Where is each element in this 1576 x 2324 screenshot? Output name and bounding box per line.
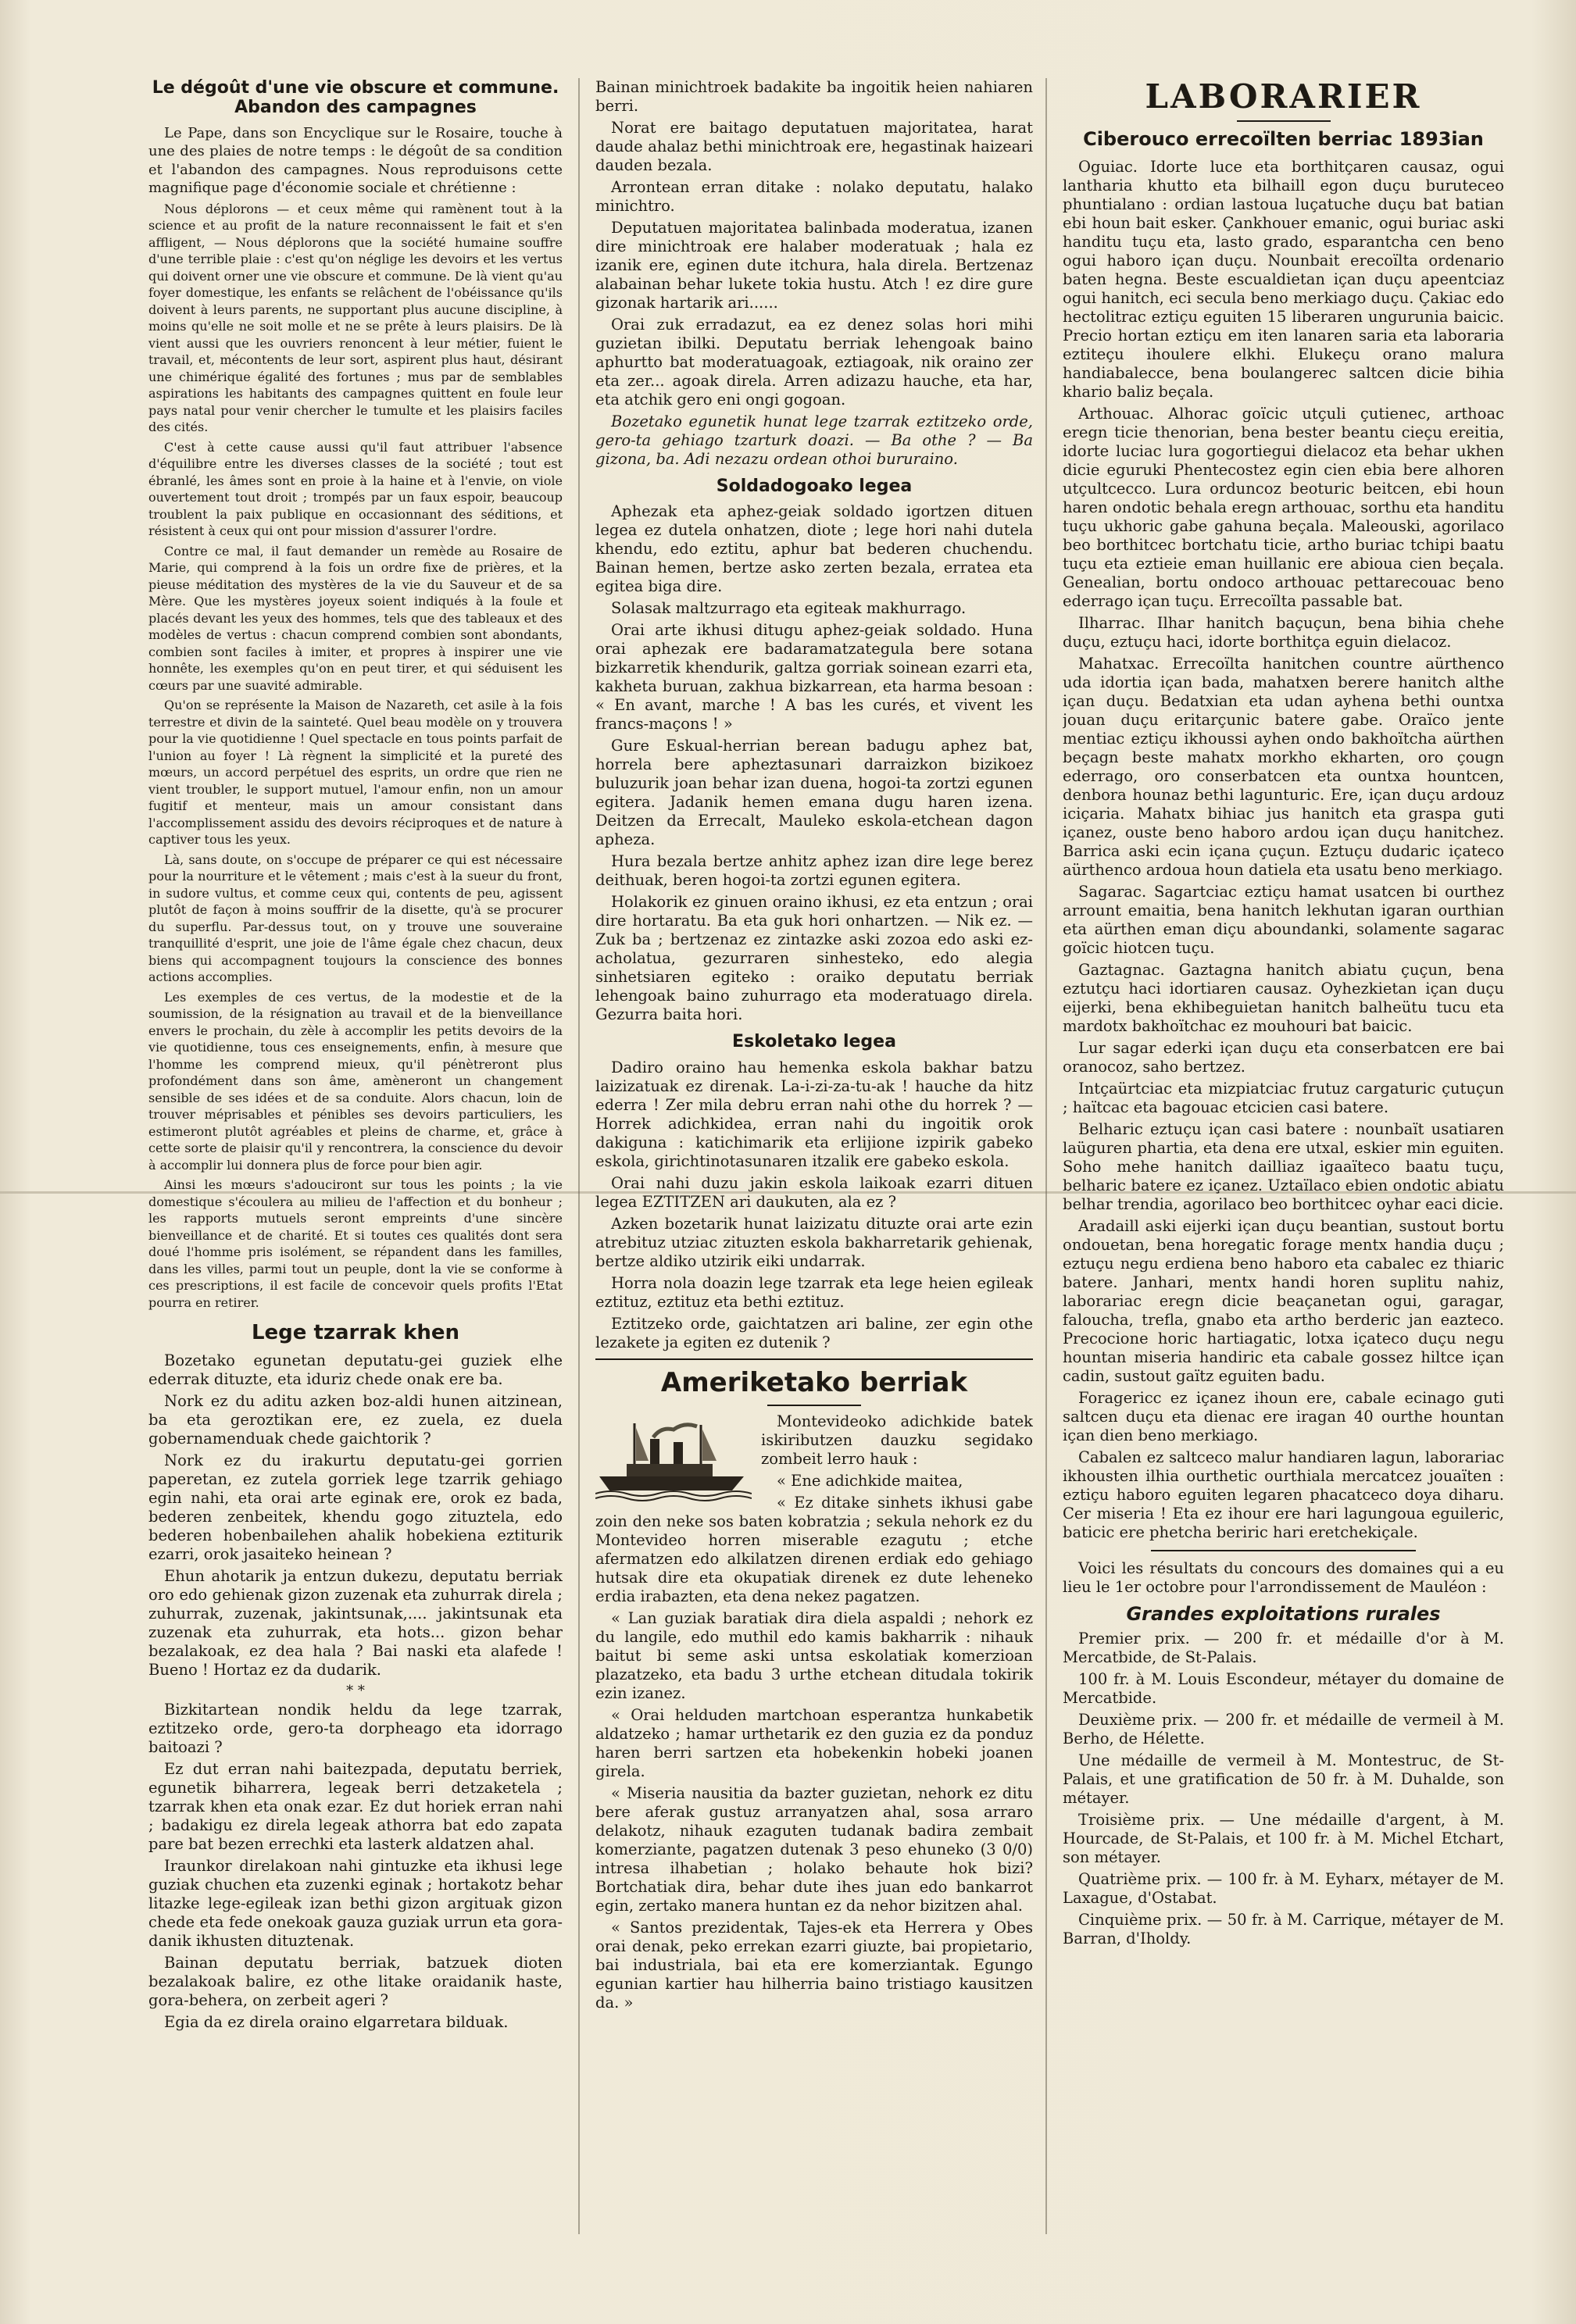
eu-paragraph: Gure Eskual-herrian berean badugu aphez bat, horrela bere apheztasunari darraizkon bizikoez buluzurik joan behar izan duena, hogoi-ta zortzi egunen egitera. Jadanik hemen emana dugu haren izena. Deitzen da Errecalt, Mauleko eskola-etchean dagon apheza. [595,737,1033,849]
laborarier-paragraph: Lur sagar ederki içan duçu eta conserbatcen ere bai oranocoz, saho bertzez. [1063,1039,1504,1076]
eu-article-body [148,1351,563,2032]
amer-paragraph: « Miseria nausitia da bazter guzietan, nehork ez ditu bere aferak gustuz arranyatzen ahal, sosa arraro delakotz, nihauk ezaguten tudanak badira zembait komerziante, pagatzen dutenak 3 peso ehuneko (3 0/0) intresa ilhabetian ; holako behaute hok bizi? Bortchatiak dira, behar dute ihes juan edo bankarrot egin, zertako manera huntan ez da nehor bizitzen ahal. [595,1783,1033,1915]
soldado-heading: Soldadogoako legea [716,477,913,496]
eu-article-heading: Lege tzarrak khen [251,1321,460,1345]
amer-paragraph: « Santos prezidentak, Tajes-ek eta Herrera y Obes orai denak, peko errekan ezarri giuzte, bai propietario, bai industriala, bai eta ere komerziantak. Egungo egunian kartier hau hilherria baino tristiago kausitzen da. » [595,1918,1033,2012]
eu-paragraph: Ehun ahotarik ja entzun dukezu, deputatu berriak oro edo gehienak gizon zuzenak eta zuhurrak direla ; zuhurrak, zuzenak, jakintsunak,.... jakintsunak eta zuzenak eta zuhurrak, eta hots... gizon behar bezalakoak, ez dea hala ? Bai naski eta alafede ! Bueno ! Hortaz ez da dudarik. [148,1566,563,1679]
section-rule [595,1358,1033,1360]
eu-paragraph: Orai arte ikhusi ditugu aphez-geiak soldado. Huna orai aphezak ere badaramatzategula bere sotana bizkarretik khendurik, galtza gorriak soinean ezarri eta, kakheta buruan, zakhua bizkarrean, eta harma besoan : « En avant, marche ! A bas les curés, et vivent les francs-maçons ! » [595,621,1033,734]
column-1 [148,78,563,2035]
fr-paragraph: Contre ce mal, il faut demander un remède au Rosaire de Marie, qui comprend à la fois un ordre fixe de prières, et la pieuse méditation des mystères de la vie du Sauveur et de sa Mère. Que les mystères joyeux soient indiqués à la foule et placés devant les yeux des hommes, tels que des tableaux et des modèles de vertus : chacun comprend combien sont abondants, combien sont faciles à imiter, et propres à inspirer une vie honnête, les exemples qu'on en peut tirer, et qui séduisent les cœurs par une suavité admirable. [148,543,563,693]
eu-paragraph: Azken bozetarik hunat laizizatu dituzte orai arte ezin atrebituz utziac zituzten eskola bakharretarik gehienak, bertze aldiko utzirik eiki undarrak. [595,1214,1033,1270]
column-3 [1063,78,1504,1951]
eu-paragraph: Nork ez du aditu azken boz-aldi hunen aitzinean, ba eta geroztikan ere, ez zuela, ez duela gobernamenduak chede gaichtorik ? [148,1391,563,1448]
results-block [1063,1559,1504,1948]
fr-article-body [148,124,563,1312]
eu-paragraph: Bainan deputatu berriak, batzuek dioten bezalakoak balire, ez othe litake oraidanik haste, gora-behera, on zerbeit ageri ? [148,1953,563,2009]
fr-paragraph: Qu'on se représente la Maison de Nazareth, cet asile à la fois terrestre et divin de la sainteté. Quel beau modèle on y trouvera pour la vie quotidienne ! Quel spectacle en tous points parfait de l'union au foyer ! Là règnent la simplicité et la pureté des mœurs, un accord perpétuel des esprits, un ordre que rien ne vient troubler, le support mutuel, l'amour enfin, non un amour fugitif et menteur, mais un amour consistant dans l'accomplissement assidu des devoirs réciproques et de nature à captiver tous les yeux. [148,698,563,848]
laborarier-paragraph: Intçaürtciac eta mizpiatciac frutuz cargaturic çutuçun ; haïtcac eta bagouac etcicien casi batere. [1063,1080,1504,1117]
result-entry: Une médaille de vermeil à M. Montestruc, de St-Palais, et une gratification de 50 fr. à M. Duhalde, son métayer. [1063,1751,1504,1808]
eu-paragraph: Deputatuen majoritatea balinbada moderatua, izanen dire minichtroak ere halaber moderatuak ; hala ez izanik ere, eginen dute itchura, hala direla. Bertzenaz alabainan behar lukete tokia hustu. Atch ! ez dire gure gizonak hartarik ari...... [595,219,1033,312]
eu-paragraph: Solasak maltzurrago eta egiteak makhurrago. [611,599,967,618]
laborarier-paragraph: Oguiac. Idorte luce eta borthitçaren causaz, ogui lantharia khutto eta bilhaill egon duçu buruteceo phuntialano : ordian lastoua luçatuche duçu bat batian ebi houn bait esker. Çankhouer emanic, ogui buriac aski handitu tuçu eta, lasto grado, esparantcha cen beno ogui haboro içan duçu. Nounbait erecoïlta ordenario baten hegna. Beste escualdietan içan duçu apeentciaz ogui hanitch, eci secula beno merkiago duçu. Çakiac edo hectolitrac eztiçu eguiten 15 liberaren ungurunia baicic. Precio hortan eztiçu em iten lanaren saria eta laboraria eztiteçu ihoulere elkhi. Elukeçu orano malura handiabalecce, bena boulangerec saltcen dicie bihia khario baliz beçala. [1063,158,1504,402]
amer-heading: Ameriketako berriak [660,1366,968,1398]
eu-paragraph: Horra nola doazin lege tzarrak eta lege heien egileak eztituz, eztituz eta bethi eztituz. [595,1273,1033,1311]
column-2 [595,78,1033,2015]
column-rule-1 [578,78,580,2234]
result-entry: Deuxième prix. — 200 fr. et médaille de vermeil à M. Berho, de Hélette. [1063,1711,1504,1748]
fr-paragraph: Le Pape, dans son Encyclique sur le Rosaire, touche à une des plaies de notre temps : le dégoût de sa condition et l'abandon des campagnes. Nous reproduisons cette magnifique page d'économie sociale et chrétienne : [148,124,563,197]
eskola-heading: Eskoletako legea [732,1032,896,1052]
eu-paragraph: Ez dut erran nahi baitezpada, deputatu berriek, egunetik biharrera, legeak berri detzaketela ; tzarrak khen eta onak ezar. Ez dut horiek erran nahi ; badakigu ez direla legeak athorra bat edo zapata pare bat bezen errechki eta lasterk aldatzen ahal. [148,1759,563,1853]
amer-paragraph: « Lan guziak baratiak dira diela aspaldi ; nehork ez du langile, edo muthil edo kamis bakharrik : nihauk baitut bi seme aski untsa eskolatiak komerzioan plazatzeko, eta badu 3 urthe etchean ditudala tokirik ezin izanez. [595,1608,1033,1702]
amer-paragraph: « Ene adichkide maitea, [777,1471,963,1490]
laborarier-paragraph: Belharic eztuçu içan casi batere : nounbaït usatiaren laüguren phartia, eta dena ere utxal, eskier min eguiten. Soho mehe hanitch dailliaz igaaïteco baatu tuçu, belharic batere ez içanez. Uztaïlaco ebien ondotic abiatu belhar trendia, agorilaco beo borthitcec oyhar eaci dicie. [1063,1120,1504,1214]
soldado-body [595,502,1033,1024]
eu-paragraph: Nork ez du irakurtu deputatu-gei gorrien paperetan, ez zutela gorriek lege tzarrik gehiago egin nahi, eta orai arte eginak ere, orok ez bada, bederen zenbeitek, khendu gogo zituztela, edo bederen hobenbailehen ahalik hobekiena eztiturik ezarri, orok jasaiteko heinean ? [148,1451,563,1563]
laborarier-paragraph: Arthouac. Alhorac goïcic utçuli çutienec, arthoac eregn ticie thenorian, bena bester beantu cieçu ereitia, idorte luciac lura gogortiegui dielacoz eta behar ukhen dicie eguruki Phentecostez egin cien ebia bere alhoren utçultcecco. Lura orduncoz beoturic beitcen, ebi houn haren ondotic behala eregn arthouac, sorthu eta handitu tuçu ukhoric gabe gahuna beçala. Maleouski, agorilaco beo borthitcec bortchatu ticie, artho buriac tchipi baatu tuçu eta eztieie eman huillanic ere abioua cien beçala. Genealian, bortu ondoco arthouac pettarecouac beno ederrago içan tuçu. Errecoïlta passable bat. [1063,405,1504,611]
results-heading: Grandes exploitations rurales [1126,1603,1441,1626]
eu-paragraph: Bozetako egunetan deputatu-gei guziek elhe ederrak dituzte, eta iduriz chede onak ere ba. [148,1351,563,1388]
eu-paragraph: Bozetako egunetik hunat lege tzarrak eztitzeko orde, gero-ta gehiago tzarturk doazi. — Ba othe ? — Ba gizona, ba. Adi nezazu ordean othoi bururaino. [595,412,1033,468]
eu-paragraph: Arrontean erran ditake : nolako deputatu, halako minichtro. [595,178,1033,215]
eu-paragraph: Aphezak eta aphez-geiak soldado igortzen dituen legea ez dutela onhatzen, diote ; lege hori nahi dutela khendu, edo eztitu, aphur bat bederen chuchendu. Bainan hemen, bertze asko zerten bezala, erratea eta egitea biga dire. [595,502,1033,596]
fr-paragraph: Nous déplorons — et ceux même qui ramènent tout à la science et au profit de la nature reconnaissent le fait et s'en affligent, — Nous déplorons que la société humaine souffre d'une terrible plaie : c'est qu'on néglige les devoirs et les vertus qui doivent orner une vie obscure et commune. De là vient qu'au foyer domestique, les enfants se relâchent de l'obéissance qu'ils doivent à leurs parents, ne supportant plus aucune discipline, à moins qu'elle ne soit molle et ne se prête à leurs plaisirs. De là vient aussi que les ouvriers renoncent à leur métier, fuient le travail, et, mécontents de leur sort, aspirent plus haut, désirant une chimérique égalité des fortunes ; mus par de semblables aspirations les habitants des campagnes quittent en foule leur pays natal pour venir chercher le tumulte et les plaisirs faciles des cités. [148,201,563,435]
fr-paragraph: Là, sans doute, on s'occupe de préparer ce qui est nécessaire pour la nourriture et le vêtement ; mais c'est à la sueur du front, in sudore vultus, et comme ceux qui, contents de peu, agissent plutôt de façon à moins souffrir de la disette, qu'à se procurer du superflu. Par-dessus tout, on y trouve une souveraine tranquillité d'esprit, une joie de l'âme égale chez chacun, deux biens qui accompagnent toujours la conscience des bonnes actions accomplies. [148,851,563,985]
laborarier-body [1063,158,1504,1542]
column-rule-2 [1045,78,1047,2234]
section-title: LABORARIER [1145,78,1422,116]
fr-paragraph: Ainsi les mœurs s'adouciront sur tous les points ; la vie domestique s'écoulera au milieu de l'affection et du bonheur ; les rapports mutuels seront empreints d'une sincère bienveillance et de charité. Et si toutes ces qualités dont sera doué l'homme pris isolément, se répandent dans les familles, dans les villes, parmi tout un peuple, dont la vie se conforme à ces prescriptions, il est facile de concevoir quels profits l'Etat pourra en retirer. [148,1177,563,1310]
fr-article-heading: Le dégoût d'une vie obscure et commune. Abandon des campagnes [152,78,559,118]
laborarier-paragraph: Aradaill aski eijerki içan duçu beantian, sustout bortu ondouetan, bena horegatic forage mentx handia duçu ; eztuçu negu erdiena beno haboro eta cabalec ez thiaric batere. Janhari, mentx handi horen suplitu nahiz, laborariac eregn dicie beaçanetan ogui, garagar, faloucha, trefla, gnabo eta artho berderic jan eazteco. Precocione horic hartiagatic, lotxa içateco duçu negu hountan miseria handiric eta cabale gossez hiltce içan cadin, sustout gaïtz eguiten badu. [1063,1217,1504,1386]
amer-paragraph: « Orai helduden martchoan esperantza hunkabetik aldatzeko ; hamar urthetarik ez den guzia ez da ponduz haren berri sartzen eta hobekenkin hobeki joanen girela. [595,1705,1033,1780]
result-entry: Premier prix. — 200 fr. et médaille d'or à M. Mercatbide, de St-Palais. [1063,1630,1504,1667]
laborarier-paragraph: Cabalen ez saltceco malur handiaren lagun, laborariac ikhousten ilhia ourthetic ourthiala mercatcez jouaïten : eztiçu haboro eguiten legaren phacatceco doya diharu. Cer miseria ! Eta ez ihour ere hari lagungoua eguileric, baticic ere phetcha beriric hari eretchekiçale. [1063,1448,1504,1542]
laborarier-paragraph: Foragericc ez içanez ihoun ere, cabale ecinago guti saltcen duçu eta dienac ere iragan 40 ourthe hountan içan dien beno merkiago. [1063,1389,1504,1445]
result-entry: 100 fr. à M. Louis Escondeur, métayer du domaine de Mercatbide. [1063,1670,1504,1708]
section-rule [1151,1550,1416,1551]
fr-paragraph: C'est à cette cause aussi qu'il faut attribuer l'absence d'équilibre entre les diverses classes de la société ; tout est ébranlé, les âmes sont en proie à la haine et à l'envie, on viole ouvertement tout droit ; trompés par un faux espoir, beaucoup troublent la paix publique en occasionnant des séditions, et résistent à ceux qui ont pour mission d'assurer l'ordre. [148,439,563,539]
eu-paragraph: Iraunkor direlakoan nahi gintuzke eta ikhusi lege guziak chuchen eta zuzenki eginak ; hortakotz behar litazke lege-egileak izan bethi gizon argituak gizon chede eta fede onekoak gauza guziak urrun eta gora-danik ikhusten dituztenak. [148,1856,563,1950]
result-entry: Quatrième prix. — 100 fr. à M. Eyharx, métayer de M. Laxague, d'Ostabat. [1063,1870,1504,1908]
eu-paragraph: Norat ere baitago deputatuen majoritatea, harat daude ahalaz bethi minichtroak ere, hegastinak haizeari dauden bezala. [595,119,1033,174]
eu-paragraph: Orai nahi duzu jakin eskola laikoak ezarri dituen legea EZTITZEN ari daukuten, ala ez ? [595,1173,1033,1211]
laborarier-paragraph: Sagarac. Sagartciac eztiçu hamat usatcen bi ourthez arrount emaitia, bena hanitch lekhutan igaran ourthian eta aürthen eman diçu aboundanki, solamente sagarac goïcic hiotcen tuçu. [1063,883,1504,958]
eu-paragraph: Dadiro oraino hau hemenka eskola bakhar batzu laizizatuak ez direnak. La-i-zi-za-tu-ak ! hauche da hitz ederra ! Zer mila debru erran nahi othe du horrek ? — Horrek adichkidea, erran nahi du ingoitik orok dakiguna : katichimarik eta erlijione izpirik gabeko eskola, girichtinotasunaren itzalik ere gabeko eskola. [595,1058,1033,1170]
results-intro: Voici les résultats du concours des domaines qui a eu lieu le 1er octobre pour l'arrondissement de Mauléon : [1063,1559,1504,1597]
title-rule [1237,120,1331,122]
eu-paragraph: Egia da ez direla oraino elgarretara bilduak. [164,2012,509,2031]
eu-paragraph: Eztitzeko orde, gaichtatzen ari baline, zer egin othe lezakete ja egiten ez dutenik ? [595,1314,1033,1351]
result-entry: Cinquième prix. — 50 fr. à M. Carrique, métayer de M. Barran, d'Iholdy. [1063,1911,1504,1948]
eu-paragraph: Orai zuk erradazut, ea ez denez solas hori mihi guzietan ibilki. Deputatu berriak lehengoak baino aphurtto bat moderatuagoak, eztiagoak, nik oraino zer eta zer... agoak direla. Arren adizazu hauche, eta har, eta atchik gero eni ongi gogoan. [595,316,1033,409]
section-subtitle: Ciberouco errecoïlten berriac 1893ian [1083,128,1484,151]
amer-paragraph: « Ez ditake sinhets ikhusi gabe zoin den neke sos baten kobratzia ; sekula nehork ez du Montevideo horren miserable ezagutu ; etche afermatzen edo alkilatzen direnen erdiak edo gehiago hutsak dire eta okupatiak direnek ez dute leheneko erdia irabazten, eta dena nekez pagatzen. [595,1493,1033,1605]
section-rule-short [767,1405,861,1406]
steamship-illustration [595,1415,752,1501]
eu-paragraph: Bainan minichtroek badakite ba ingoitik heien nahiaren berri. [595,78,1033,115]
amer-intro: Montevideoko adichkide batek iskiributzen dauzku segidako zombeit lerro hauk : [761,1412,1033,1468]
laborarier-paragraph: Mahatxac. Errecoïlta hanitchen countre aürthenco uda idortia içan bada, mahatxen berere hanitch althe içan duçu. Bedatxian eta udan ayhena bethi ountxa jouan duçu eritarçunic batere gabe. Oraïco jente mentiac eztiçu ikhoussi ayhen ondo bakhoïtcha aürthen beçagn beste mahatx morkho ekharten, oro çougn ederrago, oro conserbatcen eta ountxa hountcen, denbora hounaz bethi lagunturic. Ere, içan duçu ardouz iciçaria. Mahatx bihiac jus hanitch eta graspa guti içanez, ouste beno haboro ardou içan duçu hanitchez. Barrica aski ecin içana çuçun. Eztuçu dudaric içateco aürthenco ardoua houn datiela eta usatu beno merkiago. [1063,655,1504,880]
laborarier-paragraph: Ilharrac. Ilhar hanitch baçuçun, bena bihia chehe duçu, eztuçu haci, idorte borthitça eguin dielacoz. [1063,614,1504,652]
amer-body [595,1412,1033,2012]
result-entry: Troisième prix. — Une médaille d'argent, à M. Hourcade, de St-Palais, et 100 fr. à M. Michel Etchart, son métayer. [1063,1811,1504,1867]
laborarier-paragraph: Gaztagnac. Gaztagna hanitch abiatu çuçun, bena eztutçu haci idortiaren causaz. Oyhezkietan içan duçu eijerki, bena ekhibeguietan hanitch balheütu tucu eta mardotx bakhoïtchac ez mouhouri bat baicic. [1063,961,1504,1036]
eu-paragraph: Hura bezala bertze anhitz aphez izan dire lege berez deithuak, beren hogoi-ta zortzi egunen egitera. [595,852,1033,890]
eu-paragraph: Holakorik ez ginuen oraino ikhusi, ez eta entzun ; orai dire hortaratu. Ba eta guk hori onhartzen. — Nik ez. — Zuk ba ; bertzenaz ez zintazke aski zozoa edo aski ez-acholatua, gezurraren sinhesteko, edo alegia sinhetsiaren egiteko : oraiko deputatu berriak lehengoak baino zuhurrago eta moderatuago direla. Gezurra baita hori. [595,893,1033,1024]
eskola-body [595,1058,1033,1352]
eu-continuation [595,78,1033,469]
section-stars: * * [346,1682,365,1699]
eu-paragraph: Bizkitartean nondik heldu da lege tzarrak, eztitzeko orde, gero-ta dorpheago eta idorrago baitoazi ? [148,1700,563,1756]
fr-paragraph: Les exemples de ces vertus, de la modestie et de la soumission, de la résignation au travail et de la bienveillance envers le prochain, du zèle à accomplir les petits devoirs de la vie quotidienne, tous ces enseignements, enfin, à mesure que l'homme les comprend mieux, qu'il pénètreront plus profondément dans son âme, amèneront un changement sensible de ses idées et de sa conduite. Alors chacun, loin de trouver méprisables et pénibles ses devoirs particuliers, les estimeront plutôt agréables et pleins de charme, et, grâce à cette sorte de plaisir qu'il y rencontrera, la conscience du devoir à accomplir lui donnera plus de force pour bien agir. [148,989,563,1173]
